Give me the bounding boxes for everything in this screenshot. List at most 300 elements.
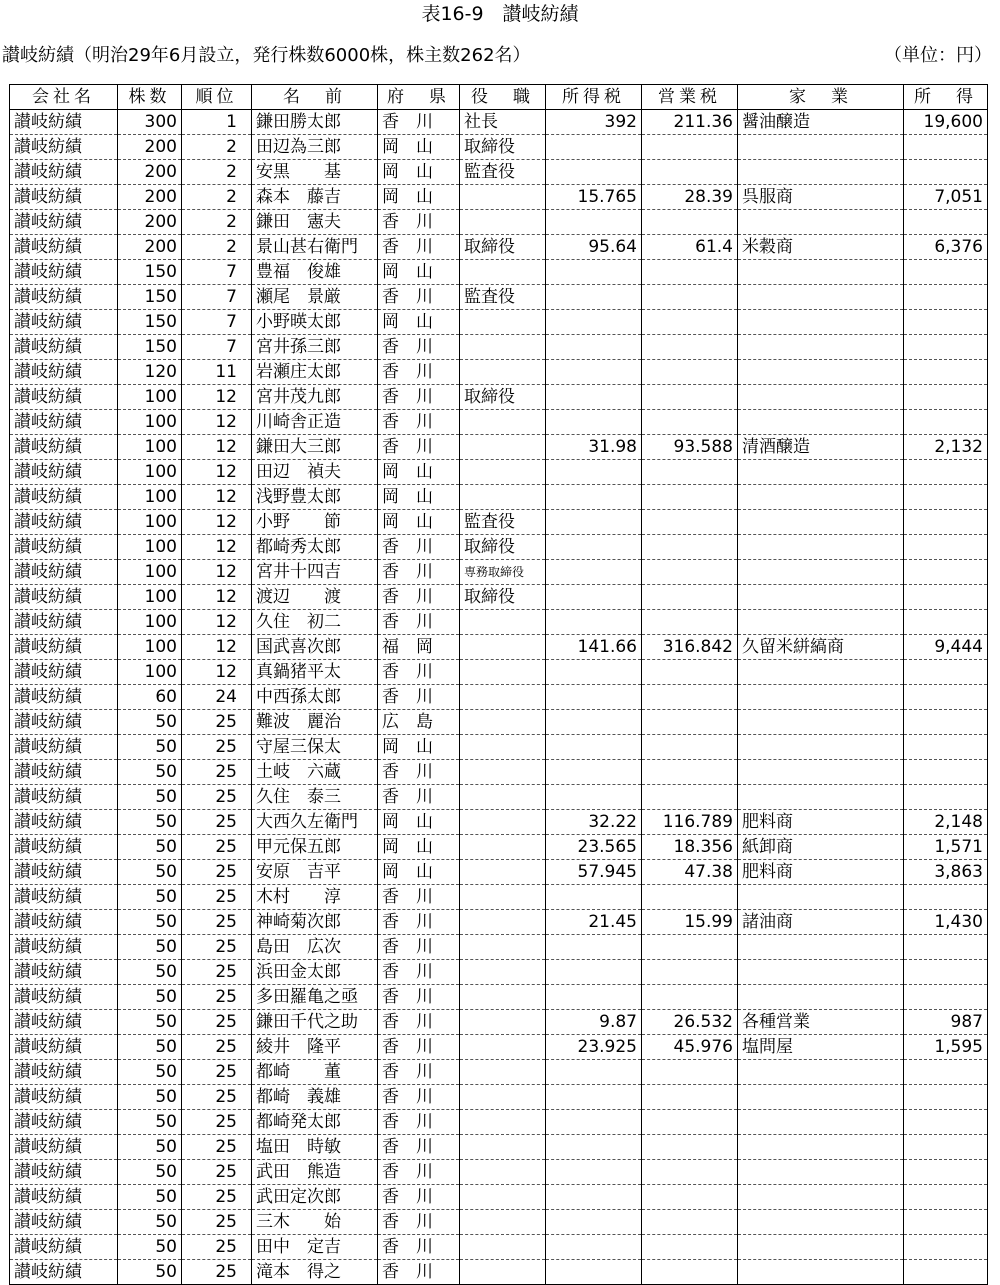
cell-rank: 12	[182, 510, 252, 535]
cell-income	[904, 485, 988, 510]
cell-business-tax	[642, 885, 738, 910]
cell-prefecture: 香 川	[378, 1235, 460, 1260]
table-row	[10, 960, 988, 985]
cell-prefecture: 香 川	[378, 1260, 460, 1285]
cell-business-tax	[642, 1260, 738, 1285]
cell-rank: 25	[182, 835, 252, 860]
cell-rank: 12	[182, 535, 252, 560]
cell-name: 田辺為三郎	[252, 135, 378, 160]
cell-company: 讃岐紡績	[10, 535, 118, 560]
cell-name: 岩瀬庄太郎	[252, 360, 378, 385]
cell-prefecture: 岡 山	[378, 810, 460, 835]
cell-company: 讃岐紡績	[10, 960, 118, 985]
table-row	[10, 135, 988, 160]
cell-income	[904, 535, 988, 560]
cell-business-tax	[642, 1185, 738, 1210]
col-header-rank: 順位	[182, 85, 252, 110]
cell-income-tax	[546, 985, 642, 1010]
cell-income-tax	[546, 335, 642, 360]
cell-income	[904, 610, 988, 635]
cell-rank: 25	[182, 1185, 252, 1210]
table-row	[10, 285, 988, 310]
cell-company: 讃岐紡績	[10, 935, 118, 960]
cell-business: 久留米絣縞商	[738, 635, 904, 660]
cell-income	[904, 1210, 988, 1235]
cell-income	[904, 1185, 988, 1210]
cell-company: 讃岐紡績	[10, 135, 118, 160]
cell-company: 讃岐紡績	[10, 635, 118, 660]
cell-business-tax	[642, 160, 738, 185]
cell-rank: 25	[182, 935, 252, 960]
cell-company: 讃岐紡績	[10, 1110, 118, 1135]
cell-position	[460, 185, 546, 210]
table-row	[10, 935, 988, 960]
cell-name: 久住 泰三	[252, 785, 378, 810]
cell-name: 森本 藤吉	[252, 185, 378, 210]
cell-business-tax	[642, 585, 738, 610]
cell-name: 武田 熊造	[252, 1160, 378, 1185]
cell-shares: 50	[118, 910, 182, 935]
cell-business-tax	[642, 285, 738, 310]
cell-name: 渡辺 渡	[252, 585, 378, 610]
cell-company: 讃岐紡績	[10, 110, 118, 135]
table-row	[10, 635, 988, 660]
cell-prefecture: 香 川	[378, 535, 460, 560]
cell-income-tax	[546, 1135, 642, 1160]
cell-shares: 50	[118, 885, 182, 910]
cell-company: 讃岐紡績	[10, 460, 118, 485]
cell-shares: 200	[118, 135, 182, 160]
cell-business-tax: 47.38	[642, 860, 738, 885]
cell-rank: 25	[182, 1085, 252, 1110]
cell-business-tax: 26.532	[642, 1010, 738, 1035]
table-row	[10, 460, 988, 485]
cell-rank: 25	[182, 1210, 252, 1235]
table-row	[10, 1260, 988, 1285]
cell-position: 専務取締役	[460, 560, 546, 585]
cell-name: 鎌田 憲夫	[252, 210, 378, 235]
cell-income-tax: 31.98	[546, 435, 642, 460]
cell-position	[460, 335, 546, 360]
table-row	[10, 660, 988, 685]
cell-business-tax	[642, 310, 738, 335]
cell-prefecture: 香 川	[378, 610, 460, 635]
cell-rank: 25	[182, 710, 252, 735]
cell-company: 讃岐紡績	[10, 885, 118, 910]
cell-business-tax	[642, 1085, 738, 1110]
table-row	[10, 885, 988, 910]
cell-company: 讃岐紡績	[10, 160, 118, 185]
cell-rank: 2	[182, 185, 252, 210]
cell-business	[738, 1110, 904, 1135]
cell-business: 醤油醸造	[738, 110, 904, 135]
cell-prefecture: 香 川	[378, 985, 460, 1010]
cell-name: 都崎 董	[252, 1060, 378, 1085]
cell-business: 呉服商	[738, 185, 904, 210]
cell-business-tax	[642, 510, 738, 535]
cell-shares: 50	[118, 960, 182, 985]
cell-business-tax	[642, 710, 738, 735]
table-row	[10, 560, 988, 585]
cell-position	[460, 1085, 546, 1110]
cell-business-tax	[642, 1210, 738, 1235]
cell-shares: 50	[118, 835, 182, 860]
cell-income	[904, 735, 988, 760]
cell-shares: 200	[118, 160, 182, 185]
cell-business	[738, 985, 904, 1010]
cell-business	[738, 710, 904, 735]
cell-rank: 25	[182, 1010, 252, 1035]
cell-income-tax	[546, 285, 642, 310]
cell-business	[738, 1260, 904, 1285]
table-row	[10, 1085, 988, 1110]
cell-rank: 25	[182, 1110, 252, 1135]
cell-company: 讃岐紡績	[10, 435, 118, 460]
cell-company: 讃岐紡績	[10, 210, 118, 235]
cell-position	[460, 960, 546, 985]
cell-income-tax	[546, 510, 642, 535]
table-row	[10, 685, 988, 710]
cell-name: 安原 吉平	[252, 860, 378, 885]
cell-income	[904, 160, 988, 185]
table-row	[10, 385, 988, 410]
cell-position	[460, 1210, 546, 1235]
table-row	[10, 435, 988, 460]
cell-shares: 100	[118, 435, 182, 460]
cell-position	[460, 860, 546, 885]
cell-income-tax: 95.64	[546, 235, 642, 260]
cell-prefecture: 香 川	[378, 1085, 460, 1110]
table-row	[10, 760, 988, 785]
cell-income: 6,376	[904, 235, 988, 260]
cell-income	[904, 1085, 988, 1110]
cell-income	[904, 210, 988, 235]
table-row	[10, 1135, 988, 1160]
cell-shares: 50	[118, 1135, 182, 1160]
cell-business	[738, 485, 904, 510]
cell-position	[460, 635, 546, 660]
cell-name: 武田定次郎	[252, 1185, 378, 1210]
cell-prefecture: 香 川	[378, 760, 460, 785]
table-row	[10, 785, 988, 810]
cell-shares: 150	[118, 285, 182, 310]
cell-business	[738, 935, 904, 960]
table-row	[10, 410, 988, 435]
cell-prefecture: 香 川	[378, 1035, 460, 1060]
cell-income	[904, 785, 988, 810]
cell-income-tax: 57.945	[546, 860, 642, 885]
cell-position	[460, 985, 546, 1010]
cell-business: 諸油商	[738, 910, 904, 935]
cell-rank: 25	[182, 1135, 252, 1160]
cell-rank: 25	[182, 1160, 252, 1185]
cell-position	[460, 685, 546, 710]
cell-income: 2,132	[904, 435, 988, 460]
cell-income-tax: 15.765	[546, 185, 642, 210]
cell-name: 難波 麗治	[252, 710, 378, 735]
cell-company: 讃岐紡績	[10, 385, 118, 410]
cell-prefecture: 岡 山	[378, 185, 460, 210]
cell-rank: 12	[182, 660, 252, 685]
cell-prefecture: 岡 山	[378, 260, 460, 285]
cell-position	[460, 210, 546, 235]
table-row	[10, 1060, 988, 1085]
cell-position	[460, 1110, 546, 1135]
cell-shares: 300	[118, 110, 182, 135]
table-row	[10, 735, 988, 760]
cell-income-tax	[546, 660, 642, 685]
cell-rank: 25	[182, 885, 252, 910]
cell-company: 讃岐紡績	[10, 860, 118, 885]
cell-prefecture: 広 島	[378, 710, 460, 735]
col-header-income: 所 得	[904, 85, 988, 110]
cell-income-tax: 392	[546, 110, 642, 135]
cell-business-tax	[642, 1060, 738, 1085]
cell-prefecture: 岡 山	[378, 135, 460, 160]
cell-business-tax	[642, 260, 738, 285]
col-header-shares: 株数	[118, 85, 182, 110]
table-subtitle: 讃岐紡績（明治29年6月設立，発行株数6000株，株主数262名）	[2, 45, 531, 66]
cell-income	[904, 310, 988, 335]
cell-rank: 12	[182, 560, 252, 585]
cell-prefecture: 香 川	[378, 660, 460, 685]
cell-business	[738, 160, 904, 185]
cell-prefecture: 岡 山	[378, 860, 460, 885]
cell-business-tax: 28.39	[642, 185, 738, 210]
cell-shares: 100	[118, 510, 182, 535]
cell-business: 清酒醸造	[738, 435, 904, 460]
cell-business	[738, 735, 904, 760]
cell-shares: 100	[118, 460, 182, 485]
cell-income-tax	[546, 385, 642, 410]
cell-income: 9,444	[904, 635, 988, 660]
cell-name: 浜田金太郎	[252, 960, 378, 985]
cell-prefecture: 香 川	[378, 1185, 460, 1210]
table-row	[10, 335, 988, 360]
cell-name: 鎌田勝太郎	[252, 110, 378, 135]
cell-prefecture: 香 川	[378, 235, 460, 260]
cell-name: 甲元保五郎	[252, 835, 378, 860]
table-row	[10, 610, 988, 635]
cell-name: 景山甚右衛門	[252, 235, 378, 260]
cell-prefecture: 岡 山	[378, 510, 460, 535]
cell-company: 讃岐紡績	[10, 1185, 118, 1210]
cell-income: 1,571	[904, 835, 988, 860]
cell-income-tax	[546, 1210, 642, 1235]
cell-position: 取締役	[460, 585, 546, 610]
cell-name: 滝本 得之	[252, 1260, 378, 1285]
cell-rank: 12	[182, 585, 252, 610]
cell-prefecture: 岡 山	[378, 485, 460, 510]
cell-prefecture: 岡 山	[378, 835, 460, 860]
cell-income	[904, 985, 988, 1010]
cell-position	[460, 1185, 546, 1210]
cell-company: 讃岐紡績	[10, 1060, 118, 1085]
cell-prefecture: 香 川	[378, 1135, 460, 1160]
cell-name: 宮井十四吉	[252, 560, 378, 585]
cell-rank: 7	[182, 285, 252, 310]
cell-position: 取締役	[460, 135, 546, 160]
cell-name: 鎌田大三郎	[252, 435, 378, 460]
cell-position	[460, 1010, 546, 1035]
cell-income: 1,430	[904, 910, 988, 935]
cell-company: 讃岐紡績	[10, 910, 118, 935]
cell-income	[904, 135, 988, 160]
cell-name: 真鍋猪平太	[252, 660, 378, 685]
cell-rank: 1	[182, 110, 252, 135]
cell-name: 田中 定吉	[252, 1235, 378, 1260]
cell-income	[904, 510, 988, 535]
cell-income	[904, 385, 988, 410]
cell-name: 浅野豊太郎	[252, 485, 378, 510]
cell-business	[738, 1085, 904, 1110]
cell-business	[738, 610, 904, 635]
cell-income-tax	[546, 610, 642, 635]
cell-name: 小野 節	[252, 510, 378, 535]
cell-name: 島田 広次	[252, 935, 378, 960]
cell-business-tax	[642, 935, 738, 960]
cell-income: 3,863	[904, 860, 988, 885]
cell-business	[738, 760, 904, 785]
table-row	[10, 535, 988, 560]
cell-income: 2,148	[904, 810, 988, 835]
cell-business	[738, 1160, 904, 1185]
cell-shares: 150	[118, 335, 182, 360]
cell-position: 社長	[460, 110, 546, 135]
cell-company: 讃岐紡績	[10, 510, 118, 535]
cell-business: 米穀商	[738, 235, 904, 260]
cell-business-tax	[642, 210, 738, 235]
cell-name: 宮井茂九郎	[252, 385, 378, 410]
col-header-business: 家 業	[738, 85, 904, 110]
cell-business-tax	[642, 660, 738, 685]
cell-business	[738, 385, 904, 410]
cell-position: 監査役	[460, 285, 546, 310]
cell-name: 三木 始	[252, 1210, 378, 1235]
cell-name: 久住 初二	[252, 610, 378, 635]
col-header-income-tax: 所得税	[546, 85, 642, 110]
cell-income: 987	[904, 1010, 988, 1035]
cell-business-tax	[642, 1235, 738, 1260]
col-header-business-tax: 営業税	[642, 85, 738, 110]
cell-position	[460, 410, 546, 435]
cell-name: 塩田 時敏	[252, 1135, 378, 1160]
cell-income-tax	[546, 1260, 642, 1285]
cell-prefecture: 香 川	[378, 1210, 460, 1235]
cell-business-tax	[642, 735, 738, 760]
cell-business	[738, 360, 904, 385]
cell-income-tax: 9.87	[546, 1010, 642, 1035]
header-row	[10, 85, 988, 110]
cell-rank: 2	[182, 210, 252, 235]
cell-rank: 25	[182, 910, 252, 935]
cell-shares: 50	[118, 760, 182, 785]
cell-prefecture: 香 川	[378, 910, 460, 935]
cell-business: 肥料商	[738, 810, 904, 835]
cell-income-tax: 23.565	[546, 835, 642, 860]
cell-shares: 200	[118, 210, 182, 235]
cell-rank: 25	[182, 810, 252, 835]
cell-prefecture: 香 川	[378, 435, 460, 460]
cell-income-tax	[546, 535, 642, 560]
table-row	[10, 1010, 988, 1035]
cell-income-tax	[546, 160, 642, 185]
col-header-company: 会社名	[10, 85, 118, 110]
cell-shares: 100	[118, 610, 182, 635]
cell-income-tax	[546, 310, 642, 335]
cell-shares: 100	[118, 410, 182, 435]
cell-income	[904, 885, 988, 910]
cell-business-tax	[642, 610, 738, 635]
cell-business	[738, 135, 904, 160]
table-row	[10, 1235, 988, 1260]
cell-shares: 100	[118, 385, 182, 410]
cell-business	[738, 285, 904, 310]
cell-income-tax	[546, 760, 642, 785]
cell-rank: 25	[182, 735, 252, 760]
cell-prefecture: 香 川	[378, 685, 460, 710]
cell-company: 讃岐紡績	[10, 985, 118, 1010]
cell-business	[738, 785, 904, 810]
cell-business-tax	[642, 960, 738, 985]
cell-position	[460, 1035, 546, 1060]
cell-prefecture: 香 川	[378, 360, 460, 385]
cell-position: 監査役	[460, 510, 546, 535]
cell-business-tax: 116.789	[642, 810, 738, 835]
cell-shares: 50	[118, 1010, 182, 1035]
cell-prefecture: 岡 山	[378, 160, 460, 185]
cell-business-tax	[642, 535, 738, 560]
cell-rank: 12	[182, 635, 252, 660]
cell-company: 讃岐紡績	[10, 1210, 118, 1235]
cell-name: 豊福 俊雄	[252, 260, 378, 285]
cell-business-tax: 316.842	[642, 635, 738, 660]
cell-prefecture: 香 川	[378, 585, 460, 610]
cell-name: 多田羅亀之亟	[252, 985, 378, 1010]
cell-income-tax	[546, 585, 642, 610]
cell-business	[738, 560, 904, 585]
cell-business-tax	[642, 985, 738, 1010]
cell-shares: 50	[118, 1235, 182, 1260]
cell-company: 讃岐紡績	[10, 260, 118, 285]
cell-business	[738, 1135, 904, 1160]
cell-rank: 12	[182, 485, 252, 510]
cell-rank: 25	[182, 1260, 252, 1285]
cell-income	[904, 1160, 988, 1185]
cell-company: 讃岐紡績	[10, 310, 118, 335]
cell-company: 讃岐紡績	[10, 760, 118, 785]
cell-shares: 50	[118, 1085, 182, 1110]
cell-business-tax	[642, 485, 738, 510]
cell-business	[738, 210, 904, 235]
cell-position	[460, 610, 546, 635]
cell-shares: 120	[118, 360, 182, 385]
cell-company: 讃岐紡績	[10, 785, 118, 810]
cell-income-tax	[546, 1060, 642, 1085]
cell-prefecture: 岡 山	[378, 310, 460, 335]
cell-name: 土岐 六蔵	[252, 760, 378, 785]
cell-company: 讃岐紡績	[10, 1010, 118, 1035]
cell-business-tax: 211.36	[642, 110, 738, 135]
cell-income-tax	[546, 260, 642, 285]
cell-rank: 2	[182, 160, 252, 185]
cell-income-tax	[546, 1235, 642, 1260]
cell-rank: 2	[182, 235, 252, 260]
cell-company: 讃岐紡績	[10, 560, 118, 585]
cell-income-tax	[546, 1160, 642, 1185]
cell-income	[904, 360, 988, 385]
shareholder-table	[9, 84, 988, 1285]
